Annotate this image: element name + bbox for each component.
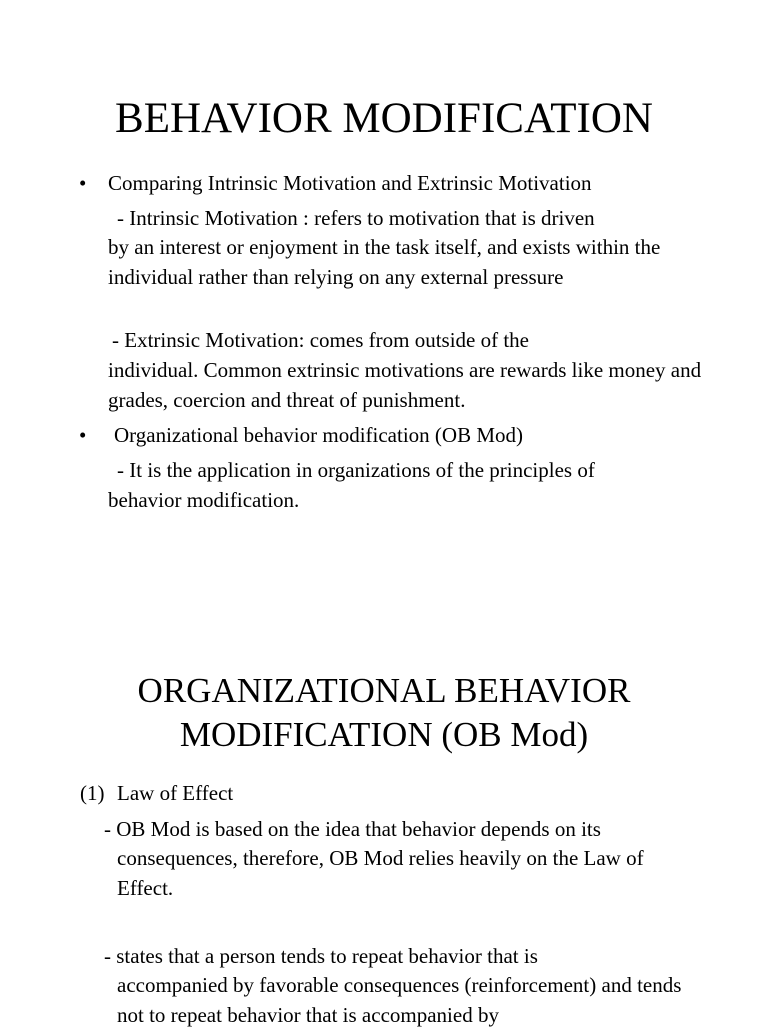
intrinsic-motivation-definition: by an interest or enjoyment in the task itself, and exists within the individual rather than relying on any external pressure (108, 235, 661, 289)
slide-title: BEHAVIOR MODIFICATION (115, 95, 653, 142)
bullet-comparing-motivation: Comparing Intrinsic Motivation and Extrinsic Motivation (108, 171, 592, 195)
bullet-marker: • (79, 171, 87, 195)
intrinsic-motivation-lead: - Intrinsic Motivation : refers to motivation that is driven (117, 206, 595, 230)
bullet-ob-mod: Organizational behavior modification (OB Mod) (114, 423, 524, 447)
ob-mod-definition-lead: - It is the application in organizations of the principles of (117, 458, 595, 482)
bullet-marker: • (79, 423, 87, 447)
extrinsic-motivation-lead: - Extrinsic Motivation: comes from outside of the (112, 328, 530, 352)
ob-mod-definition-cont: behavior modification. (108, 488, 300, 512)
law-of-effect-para2-cont: accompanied by favorable consequences (reinforcement) and tends not to repeat behavior that is accompanied by (117, 973, 682, 1027)
law-of-effect-para1-cont: consequences, therefore, OB Mod relies heavily on the Law of Effect. (117, 846, 644, 900)
slide-title-line1: ORGANIZATIONAL BEHAVIOR (137, 671, 631, 710)
slide-ob-mod (0, 640, 768, 1027)
item-number: (1) (80, 781, 105, 805)
slide-title-line2: MODIFICATION (OB Mod) (179, 715, 589, 754)
law-of-effect-para1-lead: - OB Mod is based on the idea that behavior depends on its (104, 817, 601, 841)
item-label-law-of-effect: Law of Effect (117, 781, 234, 805)
extrinsic-motivation-definition: individual. Common extrinsic motivations are rewards like money and grades, coercion and threat of punishment. (108, 358, 702, 412)
slide-title (0, 669, 768, 757)
law-of-effect-para2-lead: - states that a person tends to repeat behavior that is (104, 944, 538, 968)
